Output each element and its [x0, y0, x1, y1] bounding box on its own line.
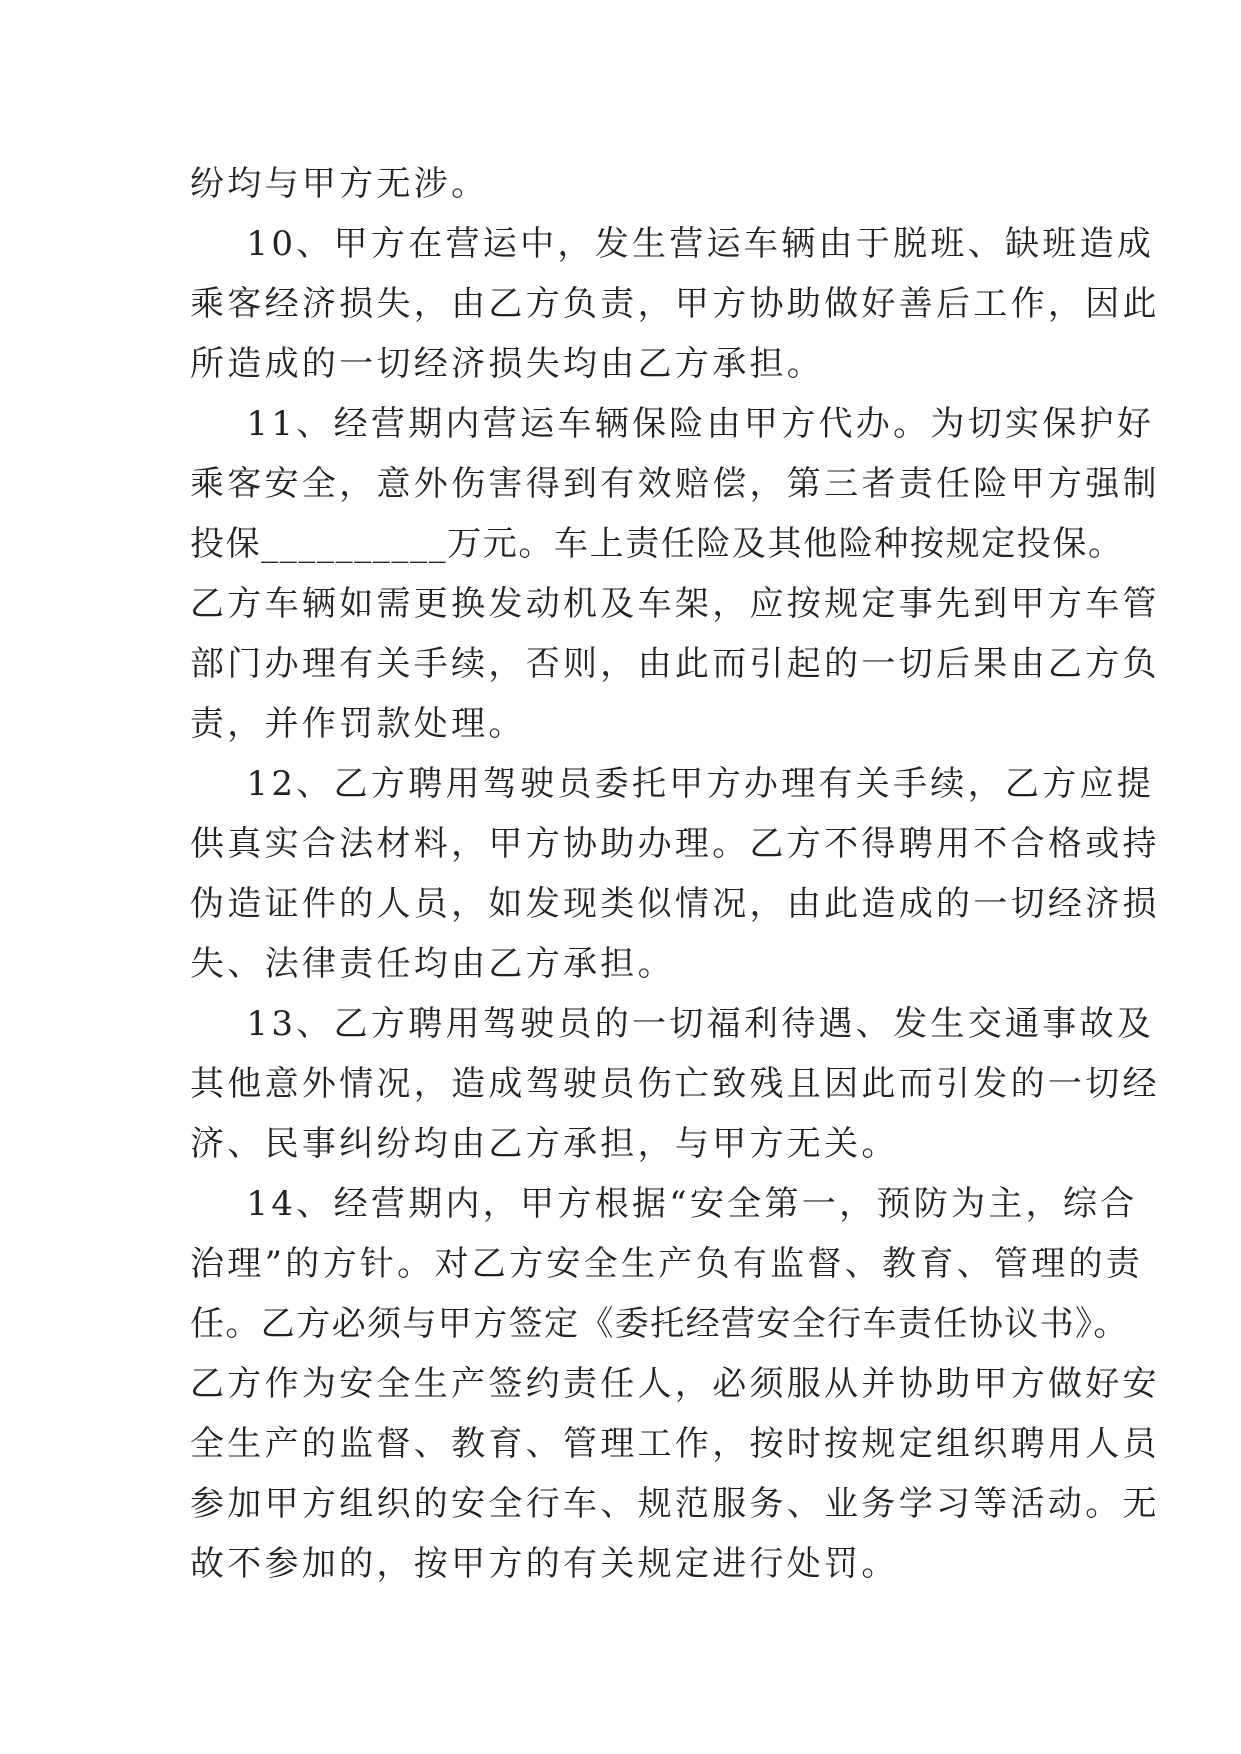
text-line: 13、乙方聘用驾驶员的一切福利待遇、发生交通事故及 — [190, 1004, 1155, 1044]
text-line: 参加甲方组织的安全行车、规范服务、业务学习等活动。无 — [190, 1484, 1160, 1524]
paragraph-continuation — [190, 154, 1048, 214]
text-line: 济、民事纠纷均由乙方承担，与甲方无关。 — [190, 1124, 899, 1164]
text-line: 所造成的一切经济损失均由乙方承担。 — [190, 344, 825, 384]
text-line: 部门办理有关手续，否则，由此而引起的一切后果由乙方负 — [190, 644, 1160, 684]
document-body — [190, 154, 1160, 1594]
text-line: 11、经营期内营运车辆保险由甲方代办。为切实保护好 — [190, 404, 1155, 444]
text-line: 供真实合法材料，甲方协助办理。乙方不得聘用不合格或持 — [190, 824, 1160, 864]
text-line: 全生产的监督、教育、管理工作，按时按规定组织聘用人员 — [190, 1424, 1160, 1464]
paragraph-clause-12 — [190, 754, 1160, 994]
text-line: 失、法律责任均由乙方承担。 — [190, 944, 675, 984]
paragraph-clause-13 — [190, 994, 1160, 1174]
text-line: 纷均与甲方无涉。 — [190, 164, 489, 204]
paragraph-clause-10 — [190, 214, 1160, 394]
text-line: 14、经营期内，甲方根据“安全第一，预防为主，综合 — [190, 1184, 1138, 1224]
text-line: 乙方车辆如需更换发动机及车架，应按规定事先到甲方车管 — [190, 584, 1160, 624]
paragraph-clause-14 — [190, 1174, 1160, 1594]
text-line: 乙方作为安全生产签约责任人，必须服从并协助甲方做好安 — [190, 1364, 1160, 1404]
text-line: 乘客经济损失，由乙方负责，甲方协助做好善后工作，因此 — [190, 284, 1160, 324]
text-line: 其他意外情况，造成驾驶员伤亡致残且因此而引发的一切经 — [190, 1064, 1160, 1104]
text-line: 10、甲方在营运中，发生营运车辆由于脱班、缺班造成 — [190, 224, 1155, 264]
paragraph-clause-11 — [190, 394, 1160, 754]
text-line: 12、乙方聘用驾驶员委托甲方办理有关手续，乙方应提 — [190, 764, 1155, 804]
text-line: 乘客安全，意外伤害得到有效赔偿，第三者责任险甲方强制 — [190, 464, 1160, 504]
text-line: 责，并作罚款处理。 — [190, 704, 526, 744]
text-line: 治理”的方针。对乙方安全生产负有监督、教育、管理的责 — [190, 1244, 1144, 1284]
text-line: 伪造证件的人员，如发现类似情况，由此造成的一切经济损 — [190, 884, 1160, 924]
text-line: 故不参加的，按甲方的有关规定进行处罚。 — [190, 1544, 899, 1584]
text-line: 任。乙方必须与甲方签定《委托经营安全行车责任协议书》。 — [190, 1304, 1129, 1344]
text-line: 投保__________万元。车上责任险及其他险种按规定投保。 — [190, 524, 1124, 564]
